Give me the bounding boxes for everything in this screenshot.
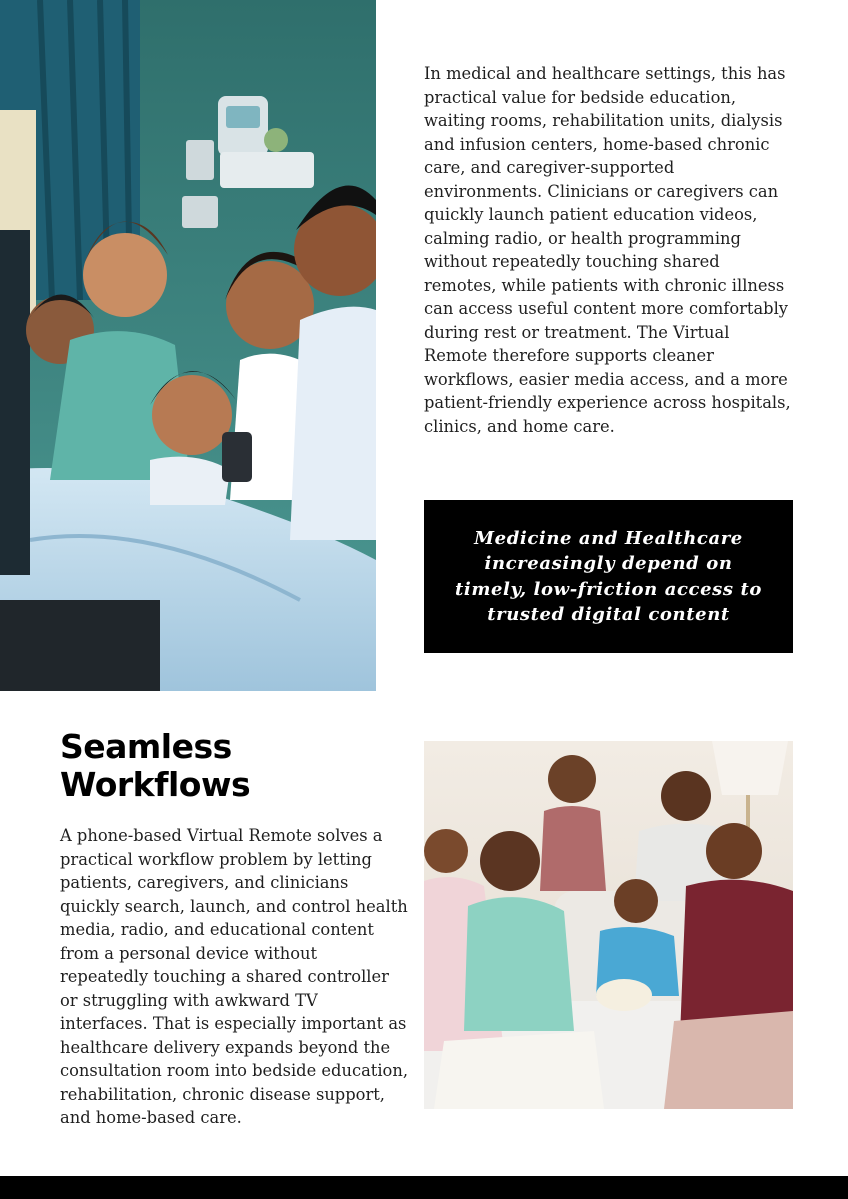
intro-paragraph: In medical and healthcare settings, this has practical value for bedside education, waiting rooms, rehabilitation units, dialysis and infusion centers, home-based chronic care, and caregiver-supported environments. Clinicians or caregivers can quickly launch patient education videos, calming radio, or health programming without repeatedly touching shared remotes, while patients with chronic illness can access useful content more comfortably during rest or treatment. The Virtual Remote therefore supports cleaner workflows, easier media access, and a more patient-friendly experience across hospitals, clinics, and home care. <box>424 64 791 436</box>
hospital-scene-graphic <box>0 0 376 691</box>
hospital-family-illustration <box>0 0 376 691</box>
section-heading: Seamless Workflows <box>60 727 251 804</box>
footer-bar <box>0 1176 848 1199</box>
callout-box <box>424 500 793 653</box>
section-paragraph: A phone-based Virtual Remote solves a practical workflow problem by letting patients, caregivers, and clinicians quickly search, launch, and control health media, radio, and educational content from a personal device without repeatedly touching a shared controller or struggling with awkward TV interfaces. That is especially important as healthcare delivery expands beyond the consultation room into bedside education, rehabilitation, chronic disease support, and home-based care. <box>60 826 408 1127</box>
family-watching-photo <box>424 741 793 1109</box>
family-photo-graphic <box>424 741 793 1109</box>
callout-quote: Medicine and Healthcare increasingly depend on timely, low-friction access to trusted digital content <box>455 527 762 625</box>
